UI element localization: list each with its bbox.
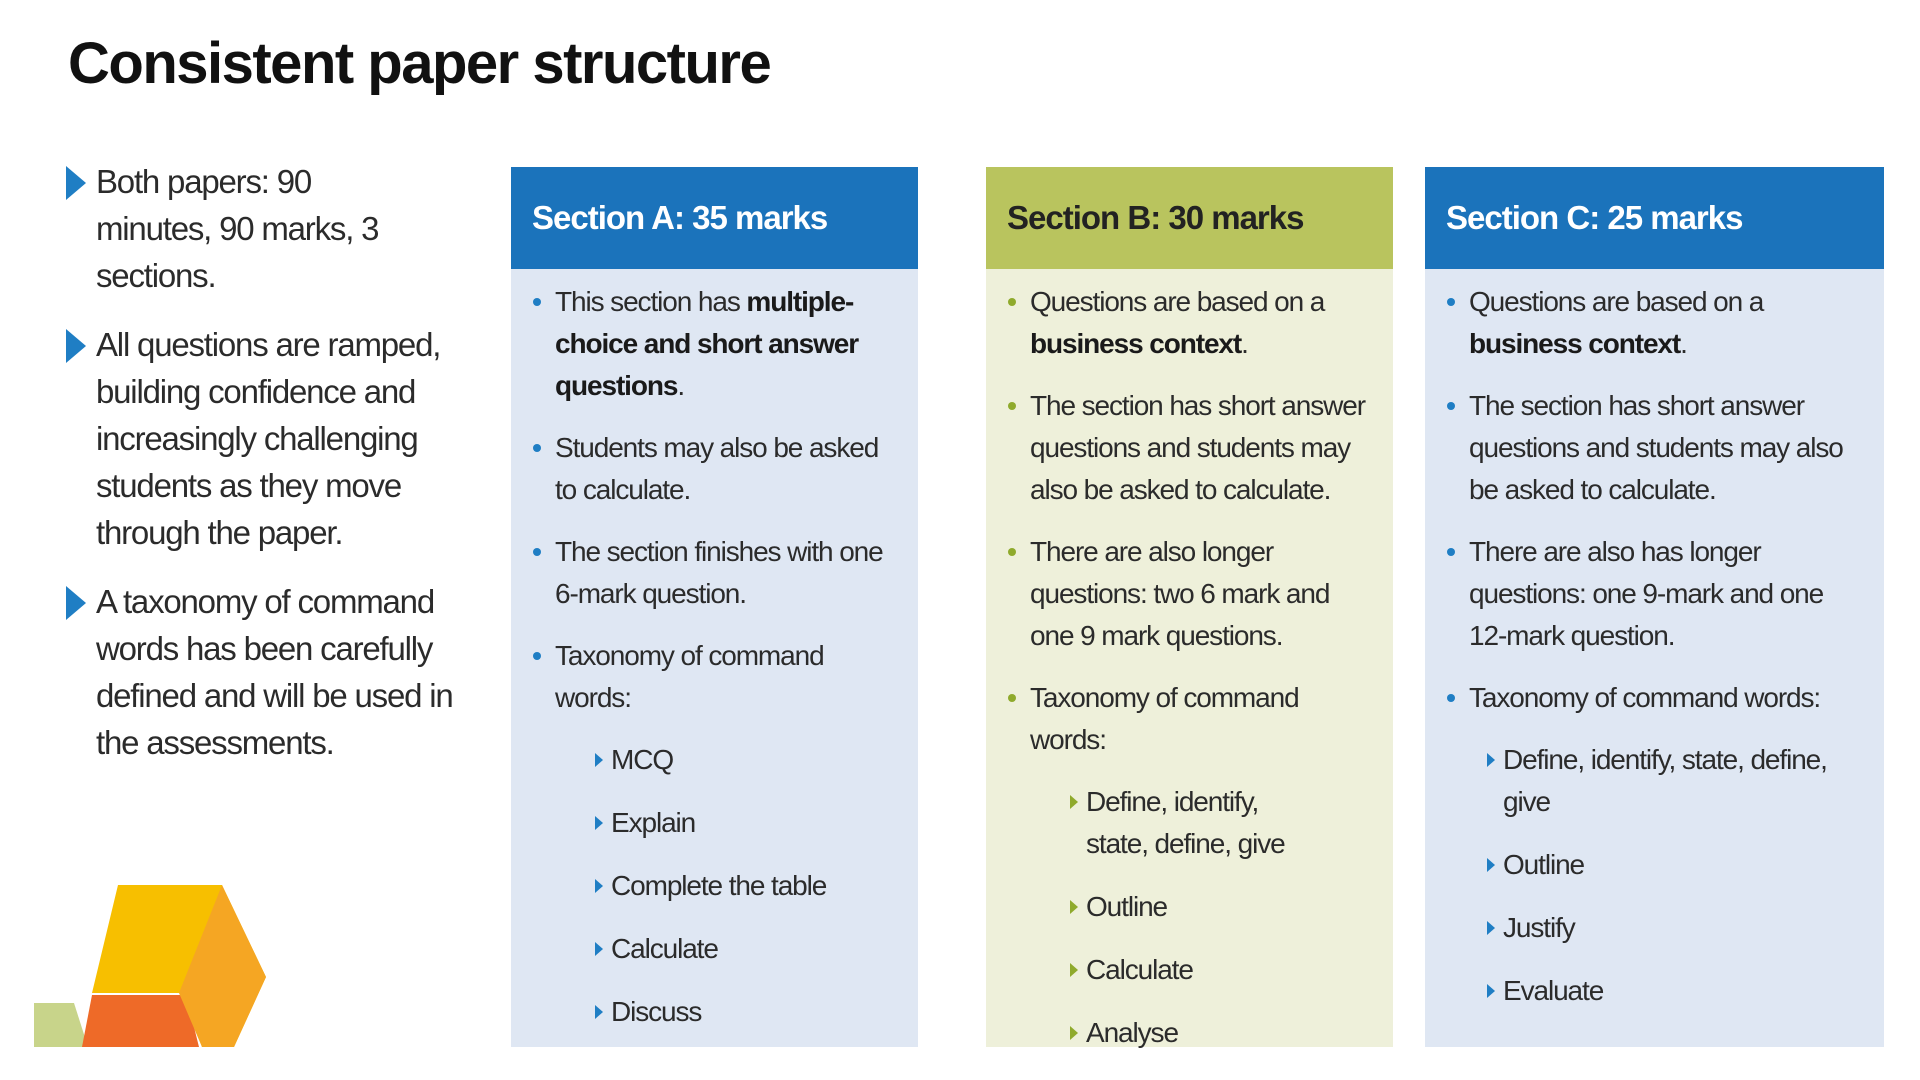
intro-item — [66, 321, 486, 556]
command-word: Explain — [595, 802, 896, 844]
section-a-body — [511, 269, 918, 1033]
bullet-text: Questions are based on a — [1469, 286, 1764, 317]
intro-item — [66, 158, 486, 299]
command-word: Analyse — [1070, 1012, 1371, 1054]
logo-orange-shape — [82, 995, 199, 1047]
triangle-bullet-icon — [66, 586, 86, 620]
section-a-panel — [511, 167, 918, 1047]
section-bullet: Taxonomy of command words: — [1445, 677, 1862, 719]
section-bullet: Taxonomy of command words: — [531, 635, 896, 719]
section-bullet — [1445, 281, 1862, 365]
command-word: Evaluate — [1487, 970, 1862, 1012]
command-word: Outline — [1070, 886, 1371, 928]
section-c-body — [1425, 269, 1884, 1012]
section-bullet: There are also longer questions: two 6 mark and one 9 mark questions. — [1006, 531, 1371, 657]
section-bullet: There are also has longer questions: one 9-mark and one 12-mark question. — [1445, 531, 1862, 657]
intro-text: All questions are ramped, building confidence and increasingly challenging students as they move through the paper. — [96, 326, 441, 551]
triangle-bullet-icon — [66, 329, 86, 363]
section-c-panel — [1425, 167, 1884, 1047]
intro-text: Both papers: 90 minutes, 90 marks, 3 sections. — [96, 163, 379, 294]
triangle-bullet-icon — [66, 166, 86, 200]
section-bullet — [531, 281, 896, 407]
section-bullet: The section has short answer questions and students may also be asked to calculate. — [1006, 385, 1371, 511]
command-word: Calculate — [595, 928, 896, 970]
logo-green-shape — [34, 1003, 88, 1047]
bullet-text: . — [677, 370, 685, 401]
command-word: Complete the table — [595, 865, 896, 907]
section-bullet: Taxonomy of command words: — [1006, 677, 1371, 761]
intro-item — [66, 578, 486, 766]
section-bullet: Students may also be asked to calculate. — [531, 427, 896, 511]
section-b-heading: Section B: 30 marks — [986, 167, 1393, 269]
intro-list — [66, 158, 486, 788]
section-b-panel — [986, 167, 1393, 1047]
bullet-text: This section has — [555, 286, 747, 317]
bullet-bold-text: multiple-choice and short answer questions — [555, 286, 859, 401]
command-word: Define, identify, state, define, give — [1070, 781, 1306, 865]
command-word: MCQ — [595, 739, 896, 781]
command-word: Discuss — [595, 991, 896, 1033]
section-bullet: The section has short answer questions and students may also be asked to calculate. — [1445, 385, 1862, 511]
command-word: Calculate — [1070, 949, 1371, 991]
command-word: Outline — [1487, 844, 1862, 886]
section-a-heading: Section A: 35 marks — [511, 167, 918, 269]
section-c-heading: Section C: 25 marks — [1425, 167, 1884, 269]
intro-text: A taxonomy of command words has been carefully defined and will be used in the assessments. — [96, 583, 453, 761]
section-bullet — [1006, 281, 1371, 365]
bullet-text: . — [1680, 328, 1687, 359]
command-word: Justify — [1487, 907, 1862, 949]
section-b-body — [986, 269, 1393, 1054]
bullet-text: Questions are based on a — [1030, 286, 1325, 317]
bullet-bold-text: business context — [1469, 328, 1681, 359]
command-word: Define, identify, state, define, give — [1487, 739, 1862, 823]
section-bullet: The section finishes with one 6-mark question. — [531, 531, 896, 615]
bullet-text: . — [1241, 328, 1248, 359]
hexagon-logo — [34, 885, 274, 1047]
page-title: Consistent paper structure — [68, 31, 771, 96]
bullet-bold-text: business context — [1030, 328, 1242, 359]
